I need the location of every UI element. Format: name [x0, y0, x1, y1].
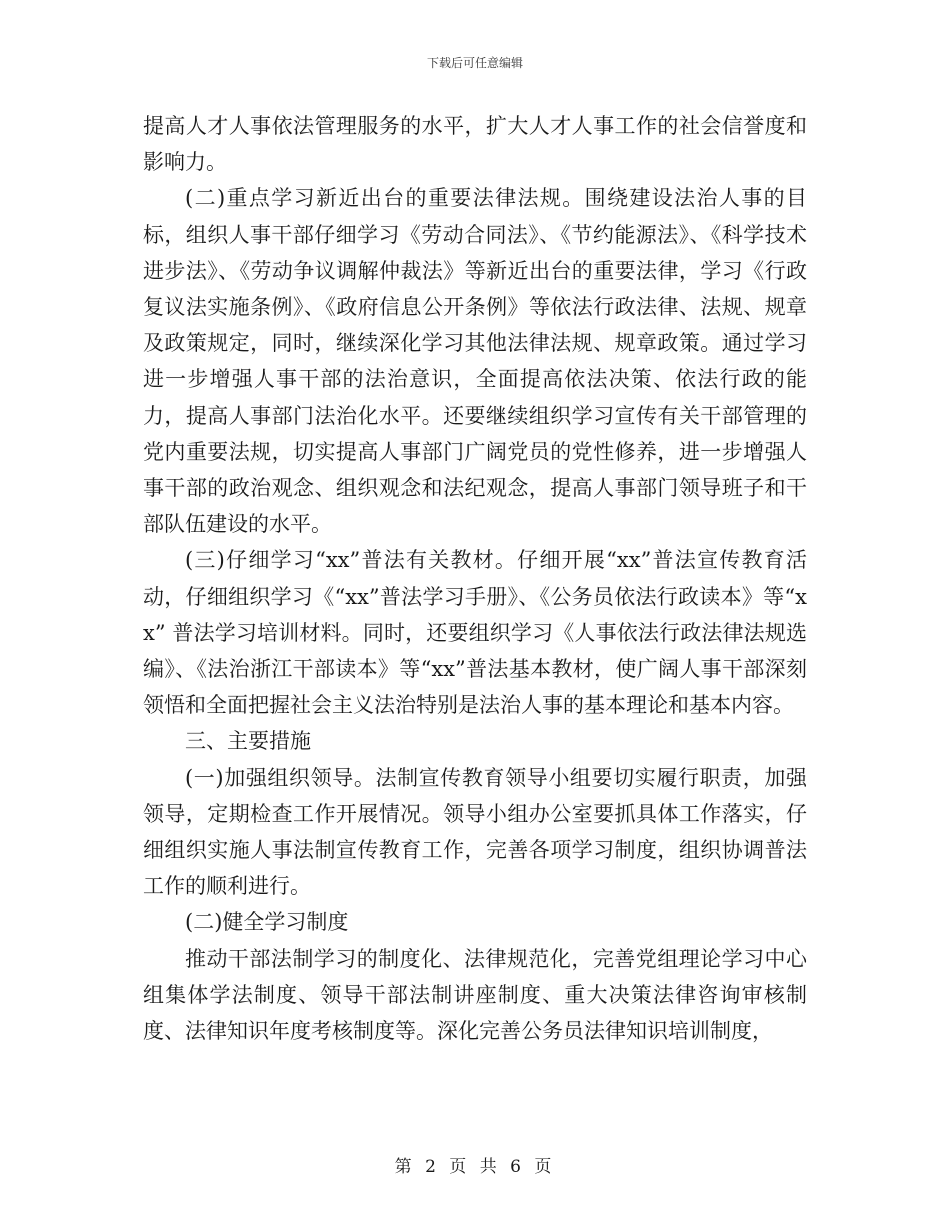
page-header: 下载后可任意编辑 [426, 56, 523, 70]
paragraph-continuation: 提高人才人事依法管理服务的水平，扩大人才人事工作的社会信誉度和影响力。 [143, 114, 807, 175]
heading-main-measures: 三、主要措施 [185, 729, 311, 754]
paragraph-section-3: (三)仔细学习“xx”普法有关教材。仔细开展“xx”普法宣传教育活动，仔细组织学习《“xx”普法学习手册》、《公务员依法行政读本》等“xx” 普法学习培训材料。同时，还要组织学习《人事依法行政法律法规选编》、《法治浙江干部读本》等“xx”普法基本教材，使广阔人事干部深刻领悟和全面把握社会主义法治特别是法治人事的基本理论和基本内容。 [143, 548, 807, 718]
paragraph-section-2: (二)重点学习新近出台的重要法律法规。围绕建设法治人事的目标，组织人事干部仔细学习《劳动合同法》、《节约能源法》、《科学技术进步法》、《劳动争议调解仲裁法》等新近出台的重要法律，学习《行政复议法实施条例》、《政府信息公开条例》等依法行政法律、法规、规章及政策规定，同时，继续深化学习其他法律法规、规章政策。通过学习进一步增强人事干部的法治意识，全面提高依法决策、依法行政的能力，提高人事部门法治化水平。还要继续组织学习宣传有关干部管理的党内重要法规，切实提高人事部门广阔党员的党性修养，进一步增强人事干部的政治观念、组织观念和法纪观念，提高人事部门领导班子和干部队伍建设的水平。 [143, 186, 807, 537]
paragraph-measure-1: (一)加强组织领导。法制宣传教育领导小组要切实履行职责，加强领导，定期检查工作开展情况。领导小组办公室要抓具体工作落实，仔细组织实施人事法制宣传教育工作，完善各项学习制度，组织协调普法工作的顺利进行。 [143, 765, 807, 899]
heading-measure-2: (二)健全学习制度 [185, 910, 349, 935]
document-body [143, 108, 807, 1049]
page-number-footer: 第 2 页 共 6 页 [394, 1157, 556, 1177]
paragraph-measure-2-body: 推动干部法制学习的制度化、法律规范化，完善党组理论学习中心组集体学法制度、领导干部法制讲座制度、重大决策法律咨询审核制度、法律知识年度考核制度等。深化完善公务员法律知识培训制度， [143, 946, 807, 1044]
